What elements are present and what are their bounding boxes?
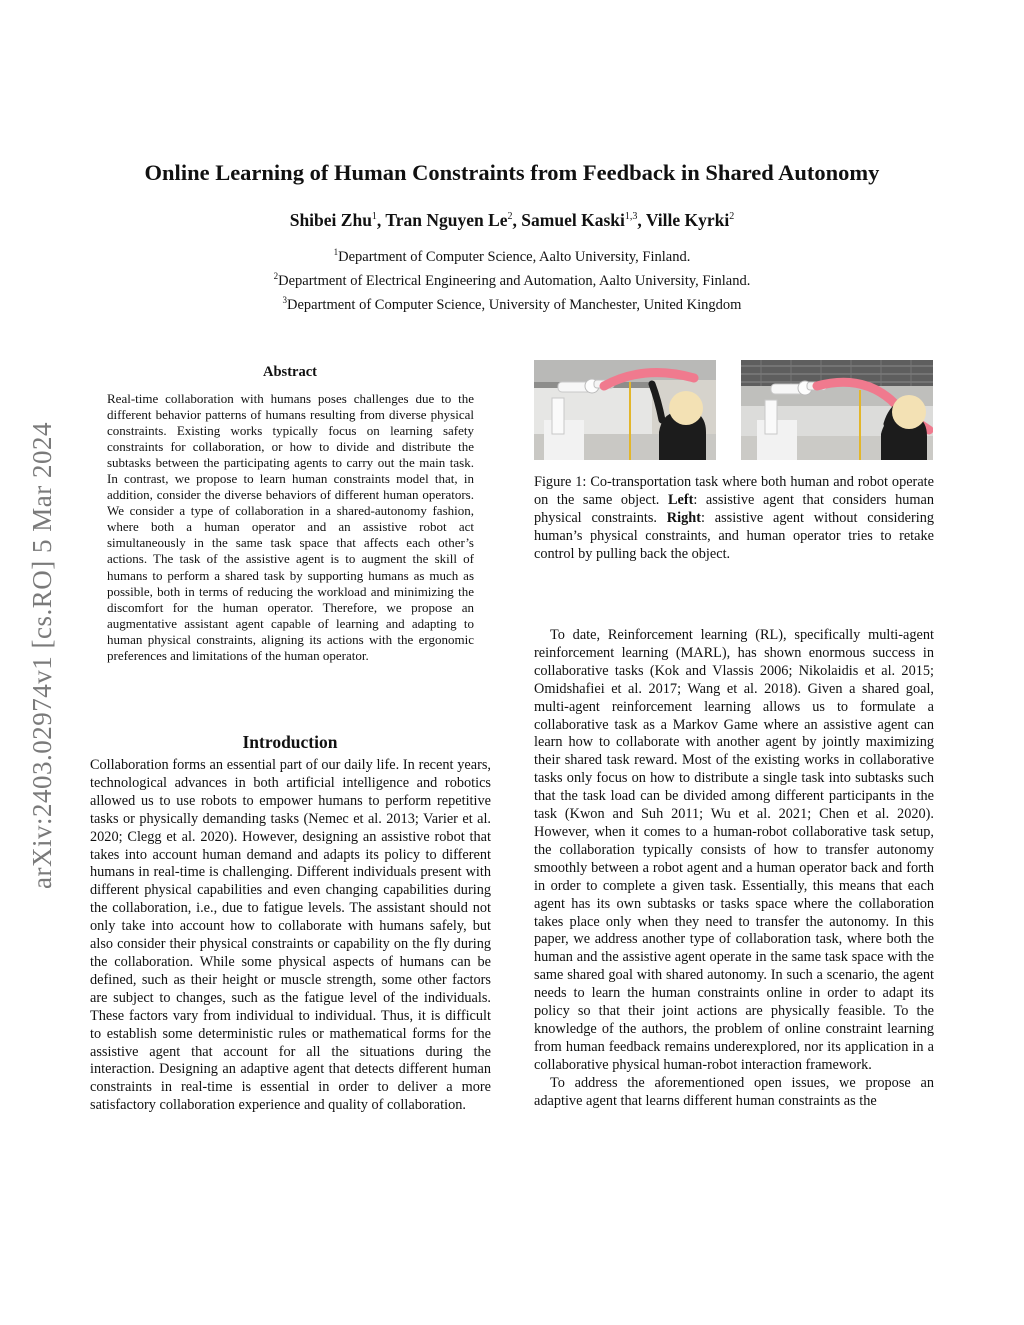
figure-photo-right xyxy=(741,360,933,460)
figure-photo-left xyxy=(534,360,716,460)
author: Tran Nguyen Le$^2$, xyxy=(385,210,522,230)
arxiv-identifier-text: arXiv:2403.02974v1 [cs.RO] 5 Mar 2024 xyxy=(26,421,57,889)
arxiv-identifier[interactable] xyxy=(18,355,66,955)
author: Samuel Kaski$^{1,3}$, xyxy=(521,210,646,230)
robot-human-photo-left xyxy=(534,360,716,460)
author: Shibei Zhu$^1$, xyxy=(289,210,386,230)
abstract-heading: Abstract xyxy=(263,364,317,380)
affiliation: $^1$Department of Computer Science, Aalto University, Finland. xyxy=(333,247,691,265)
right-column-text xyxy=(534,627,934,1110)
abstract-text: Real-time collaboration with humans poses challenges due to the different behavior patterns of humans resulting from diverse physical constraints. Existing works typically focus on learning safety constraints for collaboration, or how to divide and distribute the subtasks between the participating agents to carry out the main task. In contrast, we propose to learn human constraints model that, in addition, consider the diverse behaviors of different human operators. We consider a type of collaboration in a shared-autonomy fashion, where both a human operator and an assistive robot act simultaneously in the same task space that affects each other’s actions. The task of the assistive agent is to augment the skill of humans to perform a shared task by supporting humans as much as possible, both in terms of reducing the workload and minimizing the discomfort for the human operator. Therefore, we propose an augmentative assistant agent capable of learning and adapting to human physical constraints, aligning its actions with the ergonomic preferences and limitations of the human operator. xyxy=(107,391,474,663)
paper-title: Online Learning of Human Constraints from Feedback in Shared Autonomy xyxy=(144,160,880,185)
affiliation: $^3$Department of Computer Science, University of Manchester, United Kingdom xyxy=(282,295,742,313)
author-list xyxy=(0,210,1024,231)
author: Ville Kyrki$^2$ xyxy=(645,210,735,230)
paragraph: To date, Reinforcement learning (RL), specifically multi-agent reinforcement learning (MARL), has shown enormous success in collaborative tasks (Kok and Vlassis 2006; Nikolaidis et al. 2015; Omidshafiei et al. 2017; Wang et al. 2018). Given a shared goal, multi-agent reinforcement learning allows us to formulate a collaborative task as a Markov Game where an assistive agent can learn how to collaborate with another agent by jointly maximizing their shared task reward. Most of the existing works in collaborative tasks only focus on how to distribute a single task into subtasks such that the task load can be divided among different participants in the task (Kwon and Suh 2011; Wu et al. 2021; Chen et al. 2020). However, when it comes to a human-robot collaborative task setup, the collaboration typically consists of how to transfer autonomy smoothly between a robot agent and a human operator back and forth in order to complete a given task. Essentially, this means that each agent has its own subtasks or tasks space where the collaboration takes place only when they need to transfer the autonomy. In this paper, we address another type of collaboration task, where both the human and the assistive agent operate in the same task space with the same shared goal with shared autonomy. In such a scenario, the agent needs to learn the human constraints online in order to adapt its policy so that their joint actions are physically feasible. To the knowledge of the authors, the problem of online constraint learning from human feedback remains underexplored, nor its application in a collaborative physical human-robot interaction framework. xyxy=(534,627,934,1073)
robot-human-photo-right xyxy=(741,360,933,460)
figure-caption: Figure 1: Co-transportation task where both human and robot operate on the same object. Left: assistive agent that considers human physical constraints. Right: assistive agent without considering human’s physical constraints, and human operator tries to retake control by pulling back the object. xyxy=(534,474,934,562)
affiliation: $^2$Department of Electrical Engineering and Automation, Aalto University, Finland. xyxy=(273,271,751,289)
paragraph: To address the aforementioned open issues, we propose an adaptive agent that learns different human constraints as the xyxy=(534,1074,934,1109)
introduction-heading: Introduction xyxy=(242,732,338,752)
affiliation-list xyxy=(0,243,1024,315)
introduction-text: Collaboration forms an essential part of our daily life. In recent years, technological advances in both artificial intelligence and robotics allowed us to use robots to empower humans to perform repetitive tasks or physically demanding tasks (Nemec et al. 2013; Varier et al. 2020; Clegg et al. 2020). However, designing an assistive robot that takes into account human demand and adapts its policy to different humans in real-time is challenging. Different individuals present with different physical capabilities and even changing capabilities during the collaboration, i.e., due to fatigue levels. The assistant should not only take into account how to collaborate with humans safely, but also consider their physical constraints or capability on the fly during the collaboration. While some physical aspects of humans can be defined, such as their height or muscle strength, some other factors are subject to changes, such as the fatigue level of the individuals. These factors vary from individual to individual. Thus, it is difficult to establish some deterministic rules or mathematical forms for the assistive agent that account for all the situations during the interaction. Designing an adaptive agent that detects different human constraints in real-time is essential in order to deliver a more satisfactory collaboration experience and quality of collaboration. xyxy=(90,757,491,1114)
